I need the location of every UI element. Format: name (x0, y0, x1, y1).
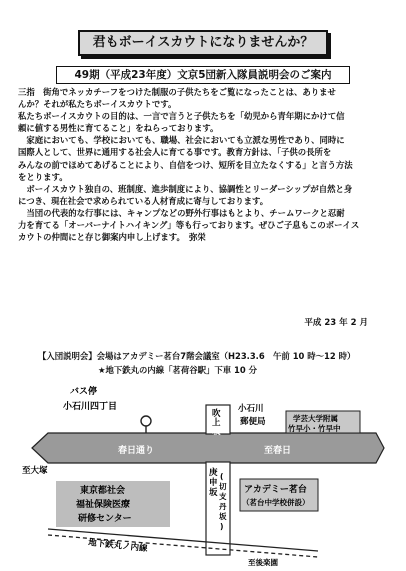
post-office-label: 郵便局 (240, 417, 266, 427)
bus-stop-label: バス停 (70, 387, 98, 397)
kirishitanzaka-label: 切 (219, 482, 227, 491)
kirishitanzaka-label: 丹 (219, 502, 227, 511)
body-line: ボーイスカウト独自の、班制度、進歩制度により、協調性とリーダーシップが自然と身 (18, 183, 353, 194)
body-line: みんなの前でほめてあげることにより、自信をつけ、短所を目立たなくする」と言う方法 (18, 159, 353, 170)
briefing-info: 【入団説明会】会場はアカデミー茗台7階会議室（H23.3.6 午前 10 時～12 時） (38, 351, 356, 361)
school-label: 学芸大学附属 (293, 414, 338, 423)
page-subtitle: 49期（平成23年度）文京5団新入隊員説明会のご案内 (56, 66, 350, 84)
body-line: 国際人として、世界に通用する社会人に育てる事です。教育方針は、「子供の長所を (18, 147, 332, 158)
body-line: 力を育てる「オーバーナイトハイキング」等も行っております。ぜひご子息もこのボーイス (18, 220, 360, 231)
access-map (18, 375, 398, 571)
koshinzaka-label: 庚 (209, 468, 218, 478)
kirishitanzaka-label: 坂 (219, 512, 227, 521)
body-text (18, 86, 392, 243)
post-office-label: 小石川 (238, 404, 264, 414)
body-line: 三指 街角でネッカチーフをつけた制服の子供たちをご覧になったことは、ありませ (18, 87, 336, 97)
kasuga-dori-road (32, 433, 384, 463)
subway-label: 地下鉄丸ノ内線 (87, 538, 148, 555)
kasuga-dori-label: 春日通り (118, 446, 155, 456)
page-title: 君もボーイスカウトになりませんか？ (78, 30, 328, 56)
welfare-center-label: 研修センター (78, 514, 132, 524)
school-label: 竹早小・竹早中 (288, 424, 341, 433)
body-line: 頼に値する男性に育てること」をねらっております。 (18, 123, 219, 134)
body-line: をとります。 (18, 171, 68, 182)
welfare-center-label: 東京都社会 (80, 486, 126, 496)
fukiagezaka-label: 上 (212, 418, 221, 428)
body-line: 家庭においても、学校においても、職場、社会においても立派な男性であり、同時に (18, 135, 345, 146)
fukiagezaka-label: 坂 (212, 427, 221, 437)
fukiagezaka-label: 吹 (212, 409, 221, 419)
date: 平成 23 年 2 月 (304, 318, 368, 328)
kirishitanzaka-label: ) (220, 522, 224, 531)
body-line: 私たちボーイスカウトの目的は、一言で言うと子供たちを「幼児から青年期にかけて信 (18, 111, 345, 122)
body-line: につき、現在社会で求められている人材育成に寄与しております。 (18, 195, 269, 206)
to-otsuka-label: 至大塚 (22, 466, 48, 476)
koshinzaka-label: 坂 (209, 488, 218, 498)
kirishitanzaka-label: ( (220, 472, 224, 481)
bus-stop-icon (141, 416, 151, 426)
to-kasuga-label: 至春日 (264, 446, 292, 456)
body-line: カウトの仲間にと存じ御案内申し上げます。 弥栄 (18, 232, 206, 243)
academy-label: アカデミー茗台 (244, 485, 307, 495)
body-line: 当団の代表的な行事には、キャンプなどの野外行事はもとより、チームワークと忍耐 (18, 207, 345, 218)
koshinzaka-label: 申 (209, 478, 218, 488)
kirishitanzaka-label: 支 (219, 492, 227, 501)
welfare-center-label: 福祉保険医療 (76, 500, 131, 510)
access-info: ★地下鉄丸の内線「茗荷谷駅」下車 10 分 (98, 365, 257, 375)
bus-stop-name: 小石川四丁目 (63, 402, 118, 412)
to-korakuen-label: 至後楽園 (248, 558, 278, 567)
body-line: んか？それが私たちボーイスカウトです。 (18, 99, 177, 110)
academy-sub-label: （茗台中学校併設） (242, 498, 310, 507)
